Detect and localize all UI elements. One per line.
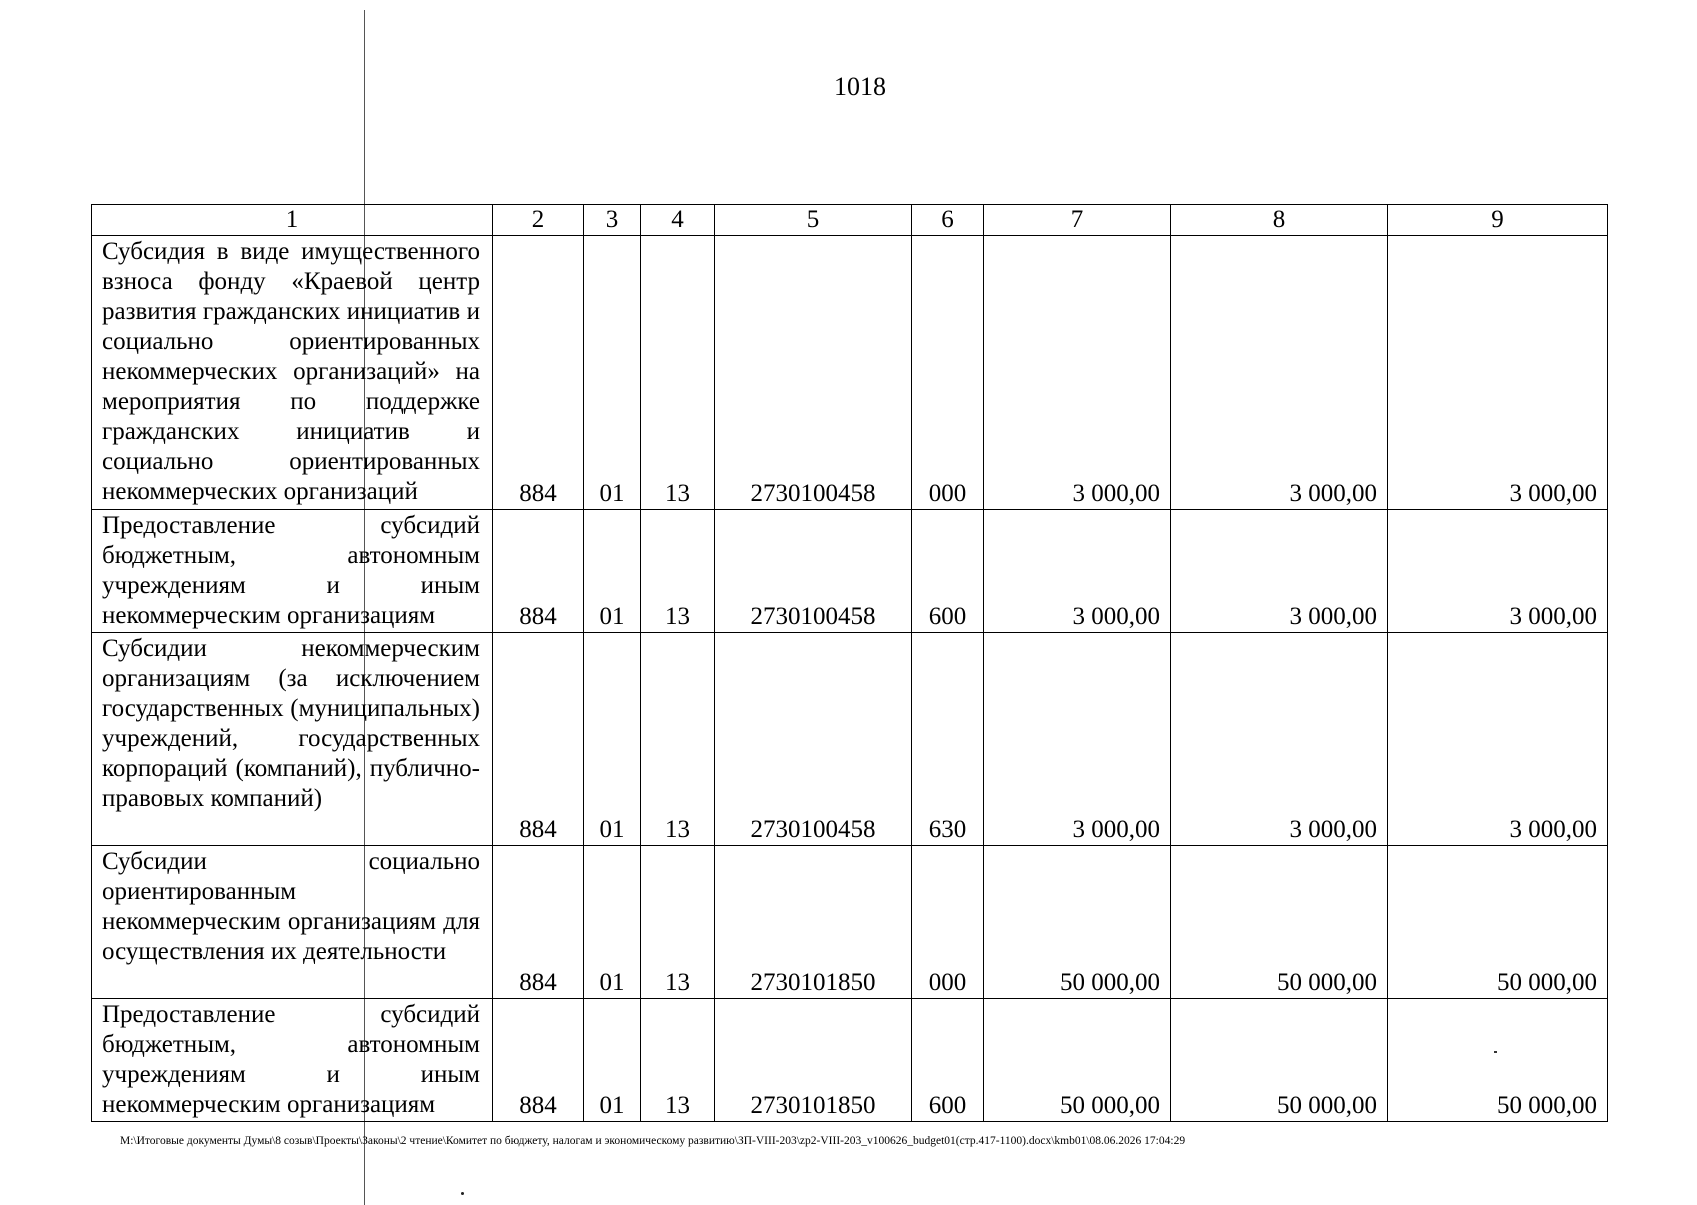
header-cell: 8: [1171, 205, 1388, 236]
cell-c7: 3 000,00: [984, 236, 1171, 510]
cell-c9: 3 000,00: [1388, 236, 1608, 510]
cell-c6: 000: [912, 846, 984, 999]
cell-c4: 13: [641, 846, 715, 999]
row-description: Субсидии социально ориентированным некоммерческим организациям для осуществления их деятельности: [92, 846, 493, 999]
cell-c8: 3 000,00: [1171, 236, 1388, 510]
header-cell: 9: [1388, 205, 1608, 236]
cell-c9: 3 000,00: [1388, 633, 1608, 846]
cell-c7: 50 000,00: [984, 999, 1171, 1122]
cell-c6: 630: [912, 633, 984, 846]
cell-c7: 50 000,00: [984, 846, 1171, 999]
cell-c3: 01: [584, 633, 641, 846]
header-cell: 3: [584, 205, 641, 236]
cell-c2: 884: [493, 236, 584, 510]
cell-c3: 01: [584, 510, 641, 633]
scan-speck: [1494, 1051, 1497, 1053]
cell-c5: 2730101850: [715, 999, 912, 1122]
cell-c5: 2730100458: [715, 510, 912, 633]
cell-c9: 50 000,00: [1388, 999, 1608, 1122]
cell-c3: 01: [584, 236, 641, 510]
header-cell: 6: [912, 205, 984, 236]
row-description: Субсидии некоммерческим организациям (за исключением государственных (муниципальных) учреждений, государственных корпораций (компаний), публично-правовых компаний): [92, 633, 493, 846]
cell-c4: 13: [641, 999, 715, 1122]
cell-c6: 000: [912, 236, 984, 510]
cell-c2: 884: [493, 846, 584, 999]
cell-c8: 3 000,00: [1171, 633, 1388, 846]
header-cell: 2: [493, 205, 584, 236]
document-file-path: M:\Итоговые документы Думы\8 созыв\Проекты\Законы\2 чтение\Комитет по бюджету, налогам и экономическому развитию\ЗП-VIII-203\zp2-VIII-203_v100626_budget01(стр.417-1100).docx\kmb01\08.06.2026 17:04:29: [120, 1135, 1186, 1147]
table-row: [92, 510, 1608, 633]
cell-c7: 3 000,00: [984, 633, 1171, 846]
cell-c8: 3 000,00: [1171, 510, 1388, 633]
cell-c5: 2730100458: [715, 236, 912, 510]
budget-table: [91, 204, 1608, 1122]
cell-c8: 50 000,00: [1171, 846, 1388, 999]
table-row: [92, 236, 1608, 510]
cell-c5: 2730100458: [715, 633, 912, 846]
table-header-row: [92, 205, 1608, 236]
cell-c6: 600: [912, 510, 984, 633]
row-description: Предоставление субсидий бюджетным, автономным учреждениям и иным некоммерческим организациям: [92, 510, 493, 633]
cell-c6: 600: [912, 999, 984, 1122]
row-description: Субсидия в виде имущественного взноса фонду «Краевой центр развития гражданских инициатив и социально ориентированных некоммерческих организаций» на мероприятия по поддержке гражданских инициатив и социально ориентированных некоммерческих организаций: [92, 236, 493, 510]
header-cell: 5: [715, 205, 912, 236]
cell-c2: 884: [493, 510, 584, 633]
cell-c4: 13: [641, 236, 715, 510]
table-row: [92, 999, 1608, 1122]
cell-c3: 01: [584, 999, 641, 1122]
header-cell: 7: [984, 205, 1171, 236]
cell-c7: 3 000,00: [984, 510, 1171, 633]
cell-c9: 3 000,00: [1388, 510, 1608, 633]
cell-c8: 50 000,00: [1171, 999, 1388, 1122]
cell-c9: 50 000,00: [1388, 846, 1608, 999]
table-row: [92, 846, 1608, 999]
cell-c5: 2730101850: [715, 846, 912, 999]
header-cell: 4: [641, 205, 715, 236]
scan-speck: [461, 1192, 464, 1195]
header-cell: 1: [92, 205, 493, 236]
cell-c4: 13: [641, 633, 715, 846]
cell-c3: 01: [584, 846, 641, 999]
page-number: 1018: [834, 72, 886, 101]
cell-c4: 13: [641, 510, 715, 633]
row-description: Предоставление субсидий бюджетным, автономным учреждениям и иным некоммерческим организациям: [92, 999, 493, 1122]
cell-c2: 884: [493, 999, 584, 1122]
cell-c2: 884: [493, 633, 584, 846]
table-row: [92, 633, 1608, 846]
